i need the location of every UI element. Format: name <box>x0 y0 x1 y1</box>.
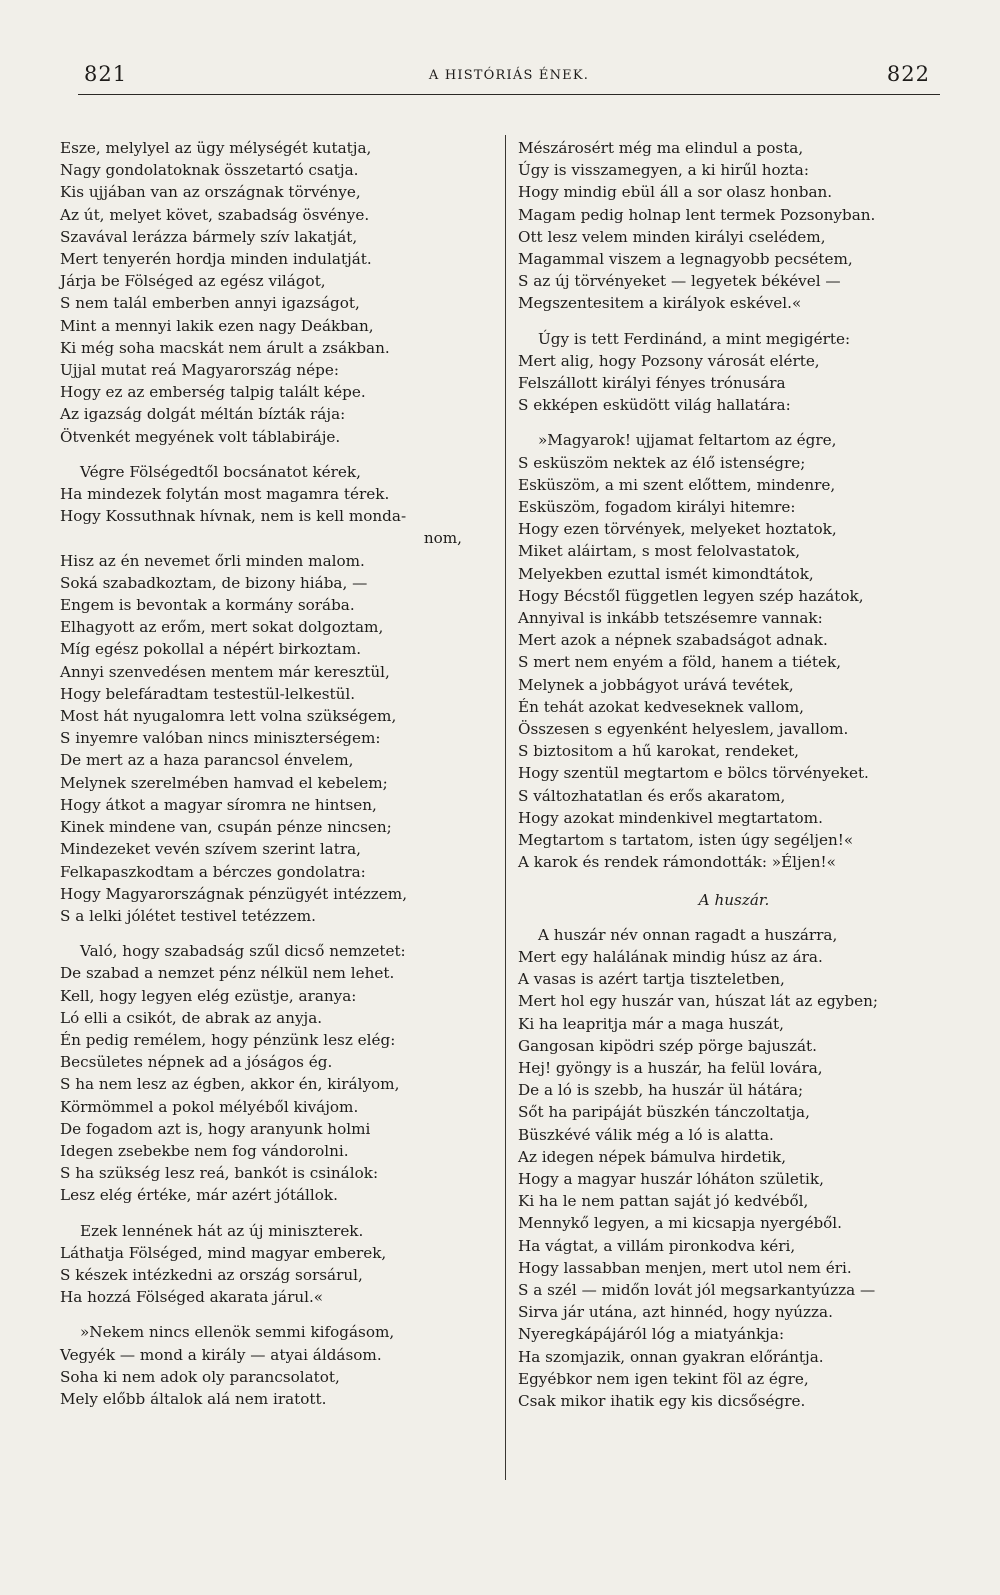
verse-line: S változhatatlan és erős akaratom, <box>518 786 786 805</box>
verse-line: »Magyarok! ujjamat feltartom az égre, <box>538 431 837 450</box>
verse-line: Kis ujjában van az országnak törvénye, <box>60 183 361 202</box>
verse-line: S nem talál emberben annyi igazságot, <box>60 294 360 313</box>
verse-line: Esze, melylyel az ügy mélységét kutatja, <box>60 139 372 157</box>
verse-line: Kell, hogy legyen elég ezüstje, aranya: <box>60 986 357 1005</box>
verse-line: Ki ha leapritja már a maga huszát, <box>518 1014 784 1033</box>
verse-line: Végre Fölségedtől bocsánatot kérek, <box>80 462 361 481</box>
verse-line: Hogy belefáradtam testestül-lelkestül. <box>60 684 356 703</box>
verse-line: Megszentesitem a királyok eskével.« <box>518 294 802 313</box>
verse-line: Az igazság dolgát méltán bízták rája: <box>60 405 346 424</box>
verse-line: Nyeregkápájáról lóg a miatyánkja: <box>518 1325 785 1344</box>
verse-line: Mely előbb általok alá nem iratott. <box>60 1389 327 1408</box>
verse-line: Egyébkor nem igen tekint föl az égre, <box>518 1369 809 1388</box>
verse-line: Mert tenyerén hordja minden indulatját. <box>60 250 372 269</box>
verse-line: Ezek lennének hát az új miniszterek. <box>80 1221 364 1240</box>
verse-line: Engem is bevontak a kormány sorába. <box>60 596 355 615</box>
verse-line: Hogy Kossuthnak hívnak, nem is kell monda- <box>60 507 407 526</box>
verse-line: Soká szabadkoztam, de bizony hiába, — <box>60 573 368 592</box>
verse-line: Soha ki nem adok oly parancsolatot, <box>60 1367 340 1386</box>
verse-line: Csak mikor ihatik egy kis dicsőségre. <box>518 1391 806 1410</box>
verse-line: Gangosan kipödri szép pörge bajuszát. <box>518 1036 817 1055</box>
verse-line: S inyemre valóban nincs miniszterségem: <box>60 729 381 748</box>
verse-line: Miket aláirtam, s most felolvastatok, <box>518 542 801 561</box>
verse-line: Mert hol egy huszár van, húszat lát az egyben; <box>518 992 878 1011</box>
stanza <box>60 1321 490 1410</box>
verse-line: Szavával lerázza bármely szív lakatját, <box>60 227 358 246</box>
verse-line: Ki ha le nem pattan saját jó kedvéből, <box>518 1192 809 1211</box>
verse-line: nom, <box>423 529 462 548</box>
verse-line: Sőt ha paripáját büszkén tánczoltatja, <box>518 1103 810 1122</box>
verse-line: Magam pedig holnap lent termek Pozsonyban. <box>518 205 876 224</box>
verse-line: Mindezeket vevén szívem szerint latra, <box>60 840 361 859</box>
verse-line: A vasas is azért tartja tiszteletben, <box>518 970 785 989</box>
verse-line: Lesz elég értéke, már azért jótállok. <box>60 1186 338 1205</box>
verse-line: Mint a mennyi lakik ezen nagy Deákban, <box>60 316 374 335</box>
verse-line: Mennykő legyen, a mi kicsapja nyergéből. <box>518 1214 842 1233</box>
verse-line: Hogy mindig ebül áll a sor olasz honban. <box>518 183 833 202</box>
verse-line: De fogadom azt is, hogy aranyunk holmi <box>60 1119 371 1138</box>
verse-line: Ujjal mutat reá Magyarország népe: <box>60 361 339 380</box>
section-heading: A huszár. <box>698 890 770 909</box>
verse-line: De mert az a haza parancsol énvelem, <box>60 751 354 770</box>
verse-line: S ha szükség lesz reá, bankót is csinálok: <box>60 1164 379 1183</box>
verse-line: Hogy lassabban menjen, mert utol nem éri. <box>518 1258 852 1277</box>
verse-line: Büszkévé válik még a ló is alatta. <box>518 1125 774 1144</box>
verse-line: Esküszöm, a mi szent előttem, mindenre, <box>518 475 836 494</box>
verse-line: S készek intézkedni az ország sorsárul, <box>60 1265 363 1284</box>
column-divider <box>505 135 506 1480</box>
verse-line: Úgy is visszamegyen, a ki hirűl hozta: <box>518 161 809 180</box>
verse-line: Felkapaszkodtam a bérczes gondolatra: <box>60 862 366 881</box>
stanza <box>518 429 950 873</box>
verse-line: Hogy szentül megtartom e bölcs törvényeket. <box>518 764 869 783</box>
verse-line: Felszállott királyi fényes trónusára <box>518 374 786 393</box>
verse-line: Mert alig, hogy Pozsony városát elérte, <box>518 351 820 370</box>
verse-line: Hogy a magyar huszár lóháton születik, <box>518 1169 824 1188</box>
verse-line: Ott lesz velem minden királyi cselédem, <box>518 227 826 246</box>
stanza <box>518 137 950 315</box>
right-column-verses <box>518 137 950 874</box>
verse-line: Hogy ez az emberség talpig talált képe. <box>60 383 366 402</box>
verse-line: Összesen s egyenként helyeslem, javallom. <box>518 720 849 739</box>
verse-line: Melyekben ezuttal ismét kimondtátok, <box>518 564 814 583</box>
verse-line: Úgy is tett Ferdinánd, a mint megigérte: <box>538 329 851 348</box>
verse-line: Mert azok a népnek szabadságot adnak. <box>518 631 828 650</box>
verse-line: Mészárosért még ma elindul a posta, <box>518 139 804 157</box>
verse-line: S a lelki jólétet testivel tetézzem. <box>60 906 316 925</box>
verse-line: De szabad a nemzet pénz nélkül nem lehet. <box>60 964 395 983</box>
page-number-right: 822 <box>886 62 930 86</box>
stanza <box>60 940 490 1206</box>
verse-line: S ha nem lesz az égben, akkor én, királyom, <box>60 1075 400 1094</box>
verse-line: A huszár név onnan ragadt a huszárra, <box>538 925 838 944</box>
verse-line: Ló elli a csikót, de abrak az anyja. <box>60 1008 323 1027</box>
verse-line: Hogy átkot a magyar síromra ne hintsen, <box>60 795 377 814</box>
stanza <box>60 1220 490 1309</box>
verse-line: Idegen zsebekbe nem fog vándorolni. <box>60 1141 349 1160</box>
verse-line: S mert nem enyém a föld, hanem a tiétek, <box>518 653 842 672</box>
verse-line: Ha szomjazik, onnan gyakran előrántja. <box>518 1347 824 1366</box>
verse-line: Én pedig remélem, hogy pénzünk lesz elég: <box>60 1030 396 1049</box>
verse-line: Hogy Bécstől független legyen szép hazátok, <box>518 586 864 605</box>
verse-line: Ötvenkét megyének volt táblabiráje. <box>60 427 341 446</box>
verse-line: Az idegen népek bámulva hirdetik, <box>518 1147 787 1166</box>
stanza <box>60 137 490 448</box>
verse-line: Hogy ezen törvények, melyeket hoztatok, <box>518 520 837 539</box>
verse-line: Kinek mindene van, csupán pénze nincsen; <box>60 818 392 837</box>
verse-line: Való, hogy szabadság szűl dicső nemzetet: <box>80 942 406 961</box>
verse-line: Hej! gyöngy is a huszár, ha felül lovára, <box>518 1058 823 1077</box>
verse-line: Melynek a jobbágyot urává tevétek, <box>518 675 794 694</box>
verse-line: S biztositom a hű karokat, rendeket, <box>518 742 799 761</box>
verse-line: Becsületes népnek ad a jóságos ég. <box>60 1053 333 1072</box>
verse-line: Hisz az én nevemet őrli minden malom. <box>60 551 365 570</box>
verse-line: Mert egy halálának mindig húsz az ára. <box>518 947 823 966</box>
verse-line: S ekképen esküdött világ hallatára: <box>518 396 791 415</box>
verse-line: Magammal viszem a legnagyobb pecsétem, <box>518 250 853 269</box>
verse-line: Körmömmel a pokol mélyéből kivájom. <box>60 1097 359 1116</box>
page-header <box>78 62 940 95</box>
verse-line: Esküszöm, fogadom királyi hitemre: <box>518 498 796 517</box>
verse-line: Láthatja Fölséged, mind magyar emberek, <box>60 1243 387 1262</box>
running-title: A HISTÓRIÁS ÉNEK. <box>428 68 590 83</box>
verse-line: Ha vágtat, a villám pironkodva kéri, <box>518 1236 796 1255</box>
verse-line: S a szél — midőn lovát jól megsarkantyúzza — <box>518 1280 876 1299</box>
verse-line: Járja be Fölséged az egész világot, <box>60 272 326 291</box>
verse-line: Hogy azokat mindenkivel megtartatom. <box>518 808 823 827</box>
verse-line: Ha mindezek folytán most magamra térek. <box>60 485 390 504</box>
verse-line: Elhagyott az erőm, mert sokat dolgoztam, <box>60 618 384 637</box>
verse-line: Annyi szenvedésen mentem már keresztül, <box>60 662 390 681</box>
verse-line: Míg egész pokollal a népért birkoztam. <box>60 640 362 659</box>
verse-line: Én tehát azokat kedveseknek vallom, <box>518 697 804 716</box>
verse-line: »Nekem nincs ellenök semmi kifogásom, <box>80 1323 395 1342</box>
right-column-verses-after-heading <box>518 924 950 1412</box>
verse-line: Nagy gondolatoknak összetartó csatja. <box>60 161 359 180</box>
verse-line: Ha hozzá Fölséged akarata járul.« <box>60 1288 324 1307</box>
verse-line: Most hát nyugalomra lett volna szükségem, <box>60 707 397 726</box>
verse-line: A karok és rendek rámondották: »Éljen!« <box>518 853 836 872</box>
verse-line: Vegyék — mond a király — atyai áldásom. <box>60 1345 382 1364</box>
stanza <box>518 924 950 1412</box>
verse-line: Megtartom s tartatom, isten úgy segéljen!« <box>518 831 854 850</box>
verse-line: Melynek szerelmében hamvad el kebelem; <box>60 773 388 792</box>
page-number-left: 821 <box>84 62 128 86</box>
stanza <box>60 461 490 927</box>
verse-line: Sirva jár utána, azt hinnéd, hogy nyúzza. <box>518 1303 833 1322</box>
verse-line: De a ló is szebb, ha huszár ül hátára; <box>518 1081 804 1100</box>
verse-line: Az út, melyet követ, szabadság ösvénye. <box>60 205 370 224</box>
verse-line: S esküszöm nektek az élő istenségre; <box>518 453 806 472</box>
verse-line: Annyival is inkább tetszésemre vannak: <box>518 609 823 628</box>
right-column <box>518 137 950 1412</box>
verse-line: Hogy Magyarországnak pénzügyét intézzem, <box>60 884 408 903</box>
stanza <box>518 328 950 417</box>
verse-line: Ki még soha macskát nem árult a zsákban. <box>60 338 390 357</box>
left-column <box>60 137 490 1410</box>
verse-line: S az új törvényeket — legyetek békével — <box>518 272 841 291</box>
